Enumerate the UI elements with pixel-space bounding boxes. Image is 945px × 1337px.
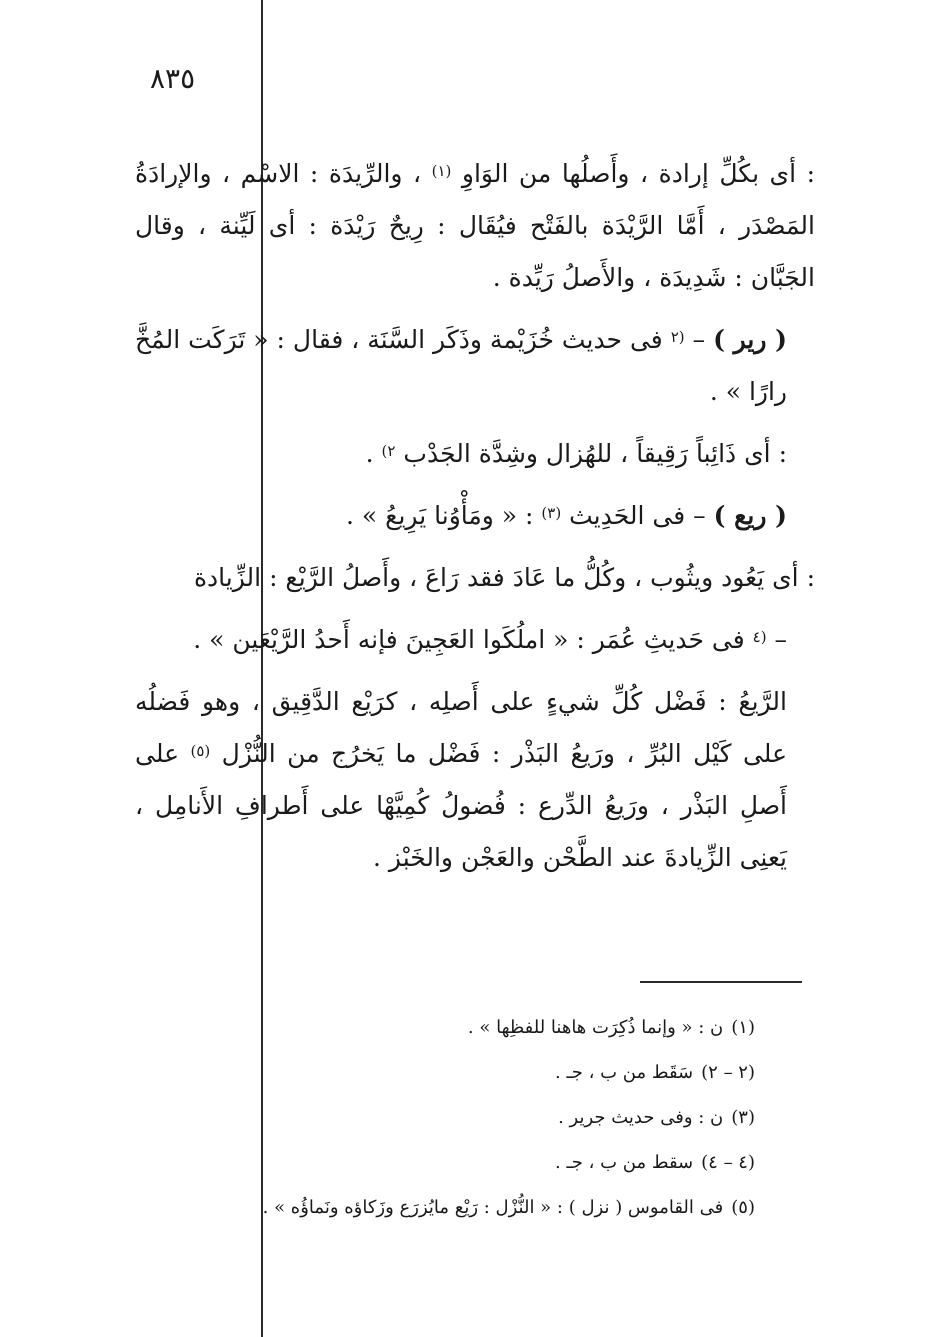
footnote-text: ن : « وإنما ذُكِرَت هاهنا للفظِها » .: [467, 1017, 724, 1038]
footnote-4: [150, 1140, 755, 1185]
footnote-separator: [640, 981, 802, 983]
footnote-number: (١): [731, 1017, 755, 1038]
footnote-1: [150, 1005, 755, 1050]
footnote-text: فى القاموس ( نزل ) : « النُّزْل : رَيْع مايُزرَع وزَكاؤه ونَماؤُه » .: [262, 1197, 724, 1218]
footnote-number: (٥): [731, 1197, 755, 1218]
text-run: –: [684, 325, 714, 354]
main-text: [135, 148, 815, 884]
paragraph-rida: [135, 148, 815, 304]
footnotes: [150, 1005, 755, 1230]
text-run: .: [365, 439, 382, 468]
footnote-3: [150, 1095, 755, 1140]
footnote-text: ن : وفى حديث جرير .: [558, 1107, 724, 1128]
footnote-2: [150, 1050, 755, 1095]
footnote-ref: (٢: [670, 328, 685, 346]
footnote-number: (٤ – ٤): [701, 1152, 755, 1173]
text-run: على أَصلِ البَذْر ، ورَيعُ الدِّرع : فُضولُ كُمِيَّهْا على أَطرافِ الأَنامِل ، يَعنِى الزِّيادةَ عند الطَّحْن والعَجْن والخَبْز .: [135, 739, 787, 872]
paragraph-rie: [135, 490, 815, 542]
page-number: ٨٣٥: [150, 62, 196, 95]
text-run: : « ومَأْوُنا يَرِيعُ » .: [346, 501, 542, 530]
footnote-ref: ٢): [381, 442, 396, 460]
entry-word: ( رير ): [713, 325, 787, 354]
text-run: : أى ذَائِباً رَقِيقاً ، للهُزال وشِدَّة الجَدْب: [395, 439, 787, 468]
entry-word: ( ريع ): [713, 501, 787, 530]
footnote-5: [150, 1185, 755, 1230]
text-run: –: [766, 625, 787, 654]
footnote-number: (٣): [731, 1107, 755, 1128]
footnote-number: (٢ – ٢): [701, 1062, 755, 1083]
footnote-ref: (٣): [541, 504, 562, 522]
footnote-ref: (١): [431, 162, 452, 180]
text-run: : أى يَعُود ويثُوب ، وكُلُّ ما عَادَ فقد رَاعَ ، وأَصلُ الرَّيْع : الزِّيادة: [193, 563, 815, 592]
footnote-ref: (٤: [752, 628, 767, 646]
paragraph-rir-explanation: [135, 428, 815, 480]
text-run: فى حَديثِ عُمَر : « املُكَوا العَجِينَ فإنه أَحدُ الرَّيْعَين » .: [193, 625, 753, 654]
text-run: الرَّيعُ : فَضْل كُلِّ شيءٍ على أَصلِه ، كرَيْع الدَّقِيق ، وهو فَضلُه على كَيْل البُرِّ ، ورَيعُ البَذْر : فَضْل ما يَخرُج من النُّزْل: [135, 687, 787, 768]
text-run: – فى الحَدِيث: [561, 501, 714, 530]
footnote-text: سَقَط من ب ، جـ .: [555, 1062, 694, 1083]
paragraph-rie-explanation: [135, 552, 815, 604]
footnote-ref: (٥): [190, 742, 211, 760]
text-run: : أى بكُلِّ إرادة ، وأَصلُها من الوَاوِ: [451, 159, 815, 188]
text-run: ، والرِّيدَة : الاسْم ، والإرادَةُ المَصْدَر ، أَمَّا الرَّيْدَة بالفَتْح فيُقَال : رِيحٌ رَيْدَة : أى لَيِّنة ، وقال الجَبَّان : شَدِيدَة ، والأَصلُ رَيِّدة .: [135, 159, 815, 292]
paragraph-umar-hadith: [135, 614, 815, 666]
paragraph-rie-definition: [135, 676, 815, 884]
footnote-text: سقط من ب ، جـ .: [555, 1152, 694, 1173]
text-run: فى حديث خُزَيْمة وذَكَر السَّنَة ، فقال : « تَرَكَت المُخَّ رارًا » .: [135, 325, 787, 406]
paragraph-rir: [135, 314, 815, 418]
